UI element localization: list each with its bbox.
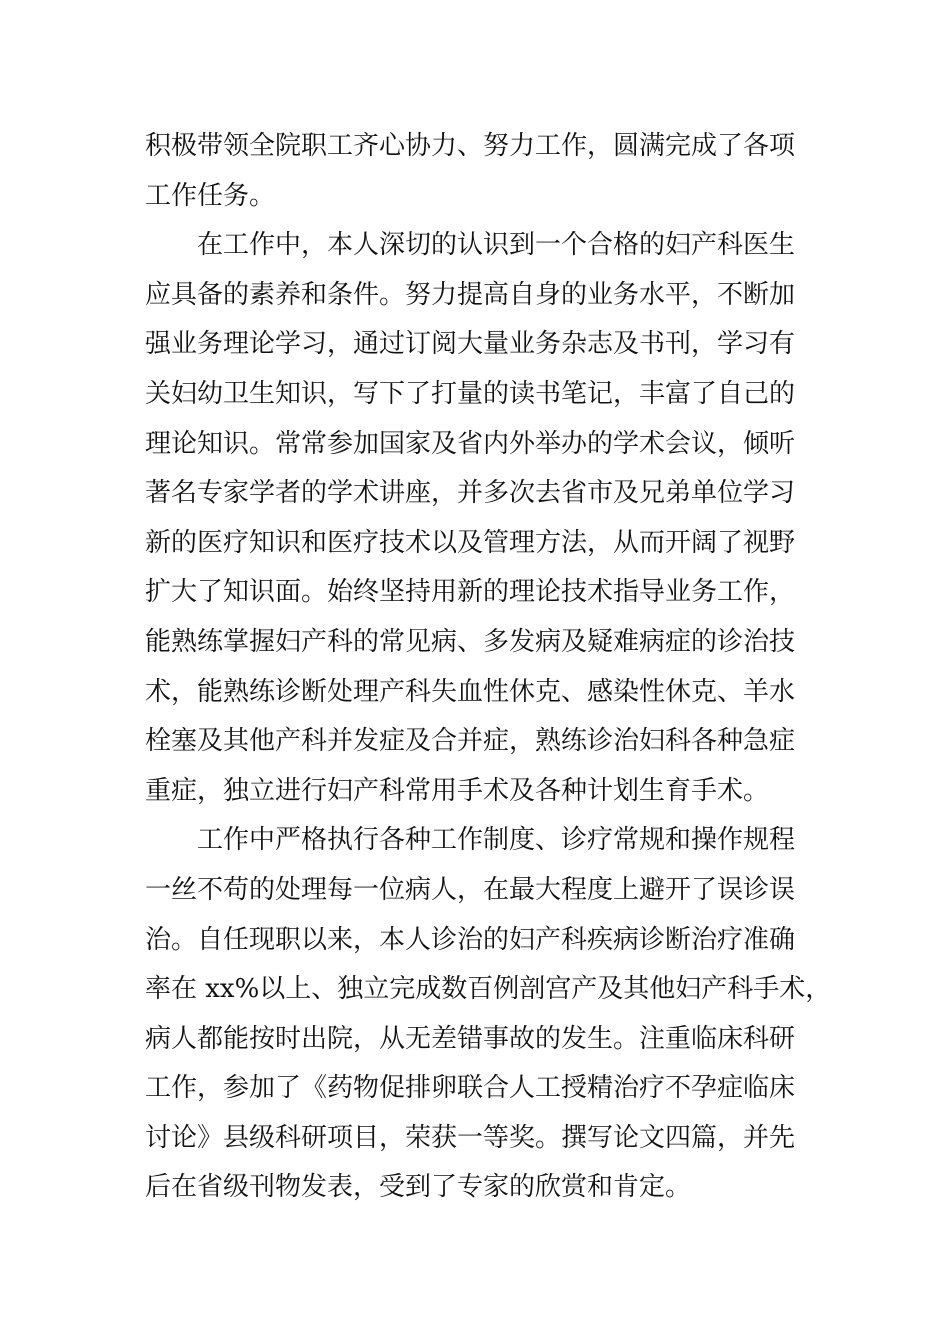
text-line: 在工作中，本人深切的认识到一个合格的妇产科医生 <box>197 230 796 261</box>
text-line: 率在 xx%以上、独立完成数百例剖宫产及其他妇产科手术， <box>145 974 832 1005</box>
text-line: 工作，参加了《药物促排卵联合人工授精治疗不孕症临床 <box>145 1073 796 1104</box>
text-line: 讨论》县级科研项目，荣获一等奖。撰写论文四篇，并先 <box>145 1122 796 1153</box>
paragraph-1 <box>145 122 810 221</box>
paragraph-2 <box>145 221 810 816</box>
text-line: 理论知识。常常参加国家及省内外举办的学术会议，倾听 <box>145 428 796 459</box>
text-line: 一丝不苟的处理每一位病人，在最大程度上避开了误诊误 <box>145 874 796 905</box>
text-line: 应具备的素养和条件。努力提高自身的业务水平，不断加 <box>145 279 796 310</box>
text-line: 栓塞及其他产科并发症及合并症，熟练诊治妇科各种急症 <box>145 726 796 757</box>
text-line: 工作任务。 <box>145 180 276 211</box>
text-line: 治。自任现职以来，本人诊治的妇产科疾病诊断治疗准确 <box>145 924 796 955</box>
text-line: 重症，独立进行妇产科常用手术及各种计划生育手术。 <box>145 775 770 806</box>
text-line: 工作中严格执行各种工作制度、诊疗常规和操作规程 <box>197 825 796 856</box>
text-line: 著名专家学者的学术讲座，并多次去省市及兄弟单位学习 <box>145 478 796 509</box>
text-line: 强业务理论学习，通过订阅大量业务杂志及书刊，学习有 <box>145 329 796 360</box>
document-body <box>145 122 832 1213</box>
text-line: 关妇幼卫生知识，写下了打量的读书笔记，丰富了自己的 <box>145 378 796 409</box>
text-line: 新的医疗知识和医疗技术以及管理方法，从而开阔了视野 <box>145 527 796 558</box>
text-line: 积极带领全院职工齐心协力、努力工作，圆满完成了各项 <box>145 131 796 161</box>
paragraph-3 <box>145 816 832 1213</box>
text-line: 术，能熟练诊断处理产科失血性休克、感染性休克、羊水 <box>145 676 796 707</box>
text-line: 病人都能按时出院，从无差错事故的发生。注重临床科研 <box>145 1023 796 1054</box>
text-line: 后在省级刊物发表，受到了专家的欣赏和肯定。 <box>145 1172 692 1203</box>
text-line: 能熟练掌握妇产科的常见病、多发病及疑难病症的诊治技 <box>145 626 796 657</box>
text-line: 扩大了知识面。始终坚持用新的理论技术指导业务工作， <box>145 577 796 608</box>
